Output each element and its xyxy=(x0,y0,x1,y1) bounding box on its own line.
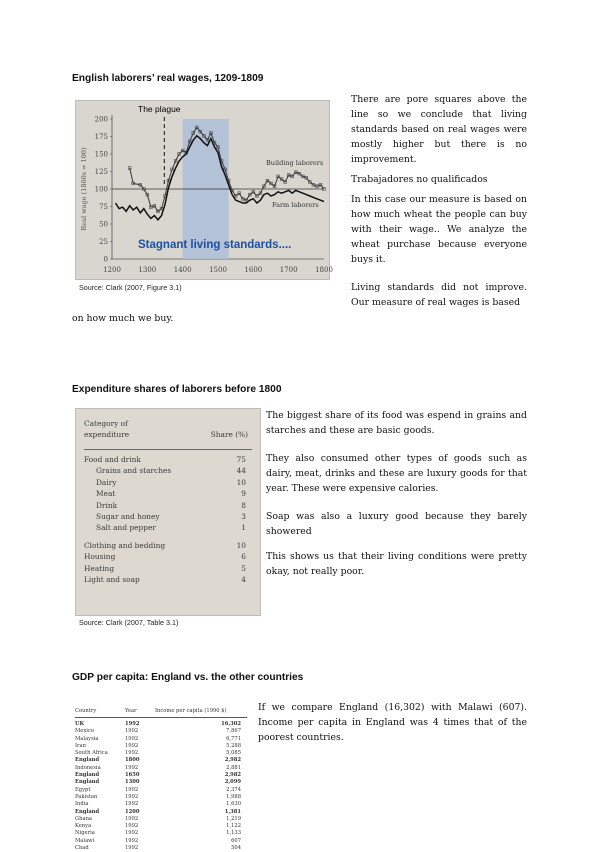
y-axis-label: Real wage (1860s = 100) xyxy=(80,147,88,231)
table-row xyxy=(75,809,247,816)
legend-building-laborers: Building laborers xyxy=(266,159,324,167)
table-cell-share: 6 xyxy=(241,552,246,562)
gdp-cell-country: Egypt xyxy=(75,786,91,793)
table-cell-share: 1 xyxy=(241,523,246,533)
x-tick-label: 1800 xyxy=(315,266,333,274)
gdp-cell-year: 1992 xyxy=(125,837,139,844)
gdp-table xyxy=(75,700,247,852)
gdp-cell-country: UK xyxy=(75,721,85,727)
gdp-cell-year: 1650 xyxy=(125,772,140,779)
gdp-cell-year: 1992 xyxy=(125,830,139,837)
table-row xyxy=(75,728,247,735)
gdp-cell-country: England xyxy=(75,757,100,764)
table-cell-share: 5 xyxy=(241,563,246,573)
table-cell-share: 10 xyxy=(236,540,246,550)
gdp-cell-country: India xyxy=(75,801,89,808)
paragraph-luxury-goods: They also consumed other types of goods such as dairy, meat, drinks and these are luxury goods for that year. These were expensive calories. xyxy=(266,453,527,494)
gdp-cell-income: 1,122 xyxy=(226,823,241,830)
table-row xyxy=(75,743,247,750)
table-cell-category: Clothing and bedding xyxy=(84,540,166,550)
table-row xyxy=(84,500,252,511)
gdp-cell-country: Kenya xyxy=(75,823,92,830)
x-tick-label: 1200 xyxy=(103,266,121,274)
gdp-cell-country: England xyxy=(75,779,100,786)
source-figure: Source: Clark (2007, Figure 3.1) xyxy=(79,283,182,292)
table-row xyxy=(75,830,247,837)
table-row xyxy=(75,838,247,845)
table-cell-share: 10 xyxy=(236,477,246,487)
table-row xyxy=(84,574,252,585)
table-cell-category: Grains and starches xyxy=(96,466,172,476)
table-row xyxy=(75,787,247,794)
table-header-share: Share (%) xyxy=(210,430,248,439)
table-row xyxy=(84,551,252,562)
paragraph-trabajadores: Trabajadores no qualificados xyxy=(351,174,488,185)
gdp-cell-year: 1992 xyxy=(125,793,139,800)
table-cell-category: Drink xyxy=(96,500,118,510)
gdp-cell-country: Chad xyxy=(75,845,89,852)
table-row xyxy=(75,721,247,728)
gdp-cell-country: Iran xyxy=(75,742,86,749)
y-tick-label: 25 xyxy=(99,238,108,246)
real-wages-chart-svg xyxy=(76,101,333,279)
paragraph-england-malawi: If we compare England (16,302) with Malawi (607). Income per capita in England was 4 times that of the poorest countries. xyxy=(258,702,527,743)
paragraph-living-conditions: This shows us that their living conditions were pretty okay, not really poor. xyxy=(266,551,527,577)
gdp-cell-year: 1992 xyxy=(125,764,139,771)
table-header-category: Category of xyxy=(84,419,128,428)
gdp-cell-income: 1,381 xyxy=(224,808,241,815)
gdp-cell-income: 1,630 xyxy=(226,801,241,808)
table-row xyxy=(75,736,247,743)
section-heading-real-wages: English laborers’ real wages, 1209-1809 xyxy=(72,73,264,84)
table-row xyxy=(84,522,252,533)
gdp-cell-income: 1,219 xyxy=(226,815,241,822)
table-cell-category: Dairy xyxy=(96,477,117,487)
x-tick-label: 1600 xyxy=(244,266,263,274)
x-tick-label: 1500 xyxy=(209,266,227,274)
table-row xyxy=(84,454,252,465)
gdp-header-year: Year xyxy=(125,708,137,714)
gdp-cell-country: England xyxy=(75,772,100,779)
gdp-cell-income: 6,771 xyxy=(226,735,241,742)
gdp-cell-country: Nigeria xyxy=(75,830,95,837)
gdp-cell-year: 1992 xyxy=(125,786,139,793)
y-tick-label: 150 xyxy=(94,150,108,159)
table-row xyxy=(75,779,247,786)
table-row xyxy=(84,465,252,476)
y-tick-label: 75 xyxy=(99,203,108,211)
table-row xyxy=(75,823,247,830)
y-tick-label: 50 xyxy=(99,220,108,229)
gdp-cell-year: 1992 xyxy=(125,845,139,852)
table-cell-share: 75 xyxy=(236,455,246,464)
gdp-cell-country: Malaysia xyxy=(75,735,99,742)
gdp-cell-income: 1,988 xyxy=(226,793,241,800)
plague-label: The plague xyxy=(138,104,181,114)
gdp-cell-income: 2,099 xyxy=(224,779,241,786)
gdp-cell-income: 2,982 xyxy=(224,772,241,779)
gdp-cell-year: 1992 xyxy=(125,742,139,749)
y-tick-label: 175 xyxy=(94,133,108,141)
gdp-cell-year: 1992 xyxy=(125,721,140,727)
section-heading-expenditure: Expenditure shares of laborers before 1800 xyxy=(72,384,282,395)
table-header-expenditure: expenditure xyxy=(84,430,130,439)
table-cell-category: Food and drink xyxy=(84,455,141,464)
table-row xyxy=(75,757,247,764)
gdp-cell-year: 1992 xyxy=(125,735,139,742)
table-cell-share: 4 xyxy=(241,574,246,584)
paragraph-wheat-measure: In this case our measure is based on how much wheat the people can buy with their wage.. We analyze the wheat purchase because everyone buys it. xyxy=(351,194,527,265)
table-cell-category: Sugar and honey xyxy=(96,511,160,521)
x-tick-label: 1400 xyxy=(173,266,192,274)
gdp-cell-income: 5,085 xyxy=(226,750,241,757)
y-tick-label: 0 xyxy=(103,255,108,264)
table-row xyxy=(75,765,247,772)
gdp-cell-income: 2,982 xyxy=(224,757,241,764)
source-table: Source: Clark (2007, Table 3.1) xyxy=(79,618,179,627)
paragraph-grains: The biggest share of its food was espend in grains and starches and these are basic goods. xyxy=(266,410,527,436)
gdp-cell-income: 7,867 xyxy=(226,728,241,735)
gdp-cell-year: 1300 xyxy=(125,779,140,786)
table-cell-category: Housing xyxy=(84,552,116,562)
table-row xyxy=(75,772,247,779)
gdp-cell-country: Indonesia xyxy=(75,764,101,771)
expenditure-table xyxy=(75,408,261,616)
gdp-cell-year: 1992 xyxy=(125,823,139,830)
real-wages-chart xyxy=(75,100,333,280)
table-cell-share: 44 xyxy=(236,466,246,476)
gdp-cell-country: South Africa xyxy=(75,750,108,757)
gdp-header-country: Country xyxy=(75,708,97,714)
table-row xyxy=(75,750,247,757)
table-cell-share: 3 xyxy=(241,511,246,521)
x-tick-label: 1300 xyxy=(138,266,157,274)
paragraph-did-not-improve: Living standards did not improve. Our measure of real wages is based xyxy=(351,282,527,308)
gdp-cell-income: 2,374 xyxy=(226,786,241,793)
gdp-cell-income: 5,288 xyxy=(226,742,241,749)
gdp-cell-country: Mexico xyxy=(75,728,94,735)
y-tick-label: 200 xyxy=(94,115,108,124)
x-tick-label: 1700 xyxy=(279,266,298,274)
gdp-cell-income: 504 xyxy=(231,845,241,852)
y-tick-label: 100 xyxy=(94,185,108,194)
table-row xyxy=(84,540,252,551)
gdp-cell-year: 1800 xyxy=(125,757,140,764)
table-cell-category: Heating xyxy=(84,563,115,573)
legend-farm-laborers: Farm laborers xyxy=(272,201,319,209)
gdp-cell-income: 2,881 xyxy=(226,764,241,771)
paragraph-continuation: on how much we buy. xyxy=(72,313,174,324)
table-row xyxy=(75,845,247,852)
table-row xyxy=(84,488,252,499)
gdp-cell-income: 16,302 xyxy=(221,721,241,727)
table-row xyxy=(75,816,247,823)
table-cell-category: Salt and pepper xyxy=(96,523,156,533)
paragraph-pore-squares: There are pore squares above the line so we conclude that living standards based on real wages were mostly higher but there is no improvement. xyxy=(351,94,527,165)
stagnant-label: Stagnant living standards.... xyxy=(138,239,292,251)
y-tick-label: 125 xyxy=(94,168,108,176)
table-cell-share: 9 xyxy=(241,489,246,499)
paragraph-soap: Soap was also a luxury good because they barely showered xyxy=(266,511,527,537)
table-row xyxy=(84,563,252,574)
section-heading-gdp: GDP per capita: England vs. the other countries xyxy=(72,672,304,683)
gdp-cell-income: 607 xyxy=(231,837,241,844)
gdp-cell-country: Malawi xyxy=(75,837,95,844)
gdp-cell-country: Ghana xyxy=(75,815,93,822)
gdp-cell-country: England xyxy=(75,808,100,815)
table-row xyxy=(84,477,252,488)
table-cell-category: Light and soap xyxy=(84,574,140,584)
table-row xyxy=(75,801,247,808)
gdp-cell-year: 1200 xyxy=(125,808,140,815)
table-row xyxy=(84,511,252,522)
gdp-cell-year: 1992 xyxy=(125,801,139,808)
gdp-cell-year: 1992 xyxy=(125,750,139,757)
gdp-cell-year: 1992 xyxy=(125,815,139,822)
gdp-header-income: Income per capita (1990 $) xyxy=(155,708,227,714)
table-cell-share: 8 xyxy=(241,500,246,510)
table-row xyxy=(75,794,247,801)
gdp-cell-year: 1992 xyxy=(125,728,139,735)
gdp-cell-income: 1,133 xyxy=(226,830,241,837)
table-cell-category: Meat xyxy=(96,489,116,499)
gdp-cell-country: Pakistan xyxy=(75,793,98,800)
